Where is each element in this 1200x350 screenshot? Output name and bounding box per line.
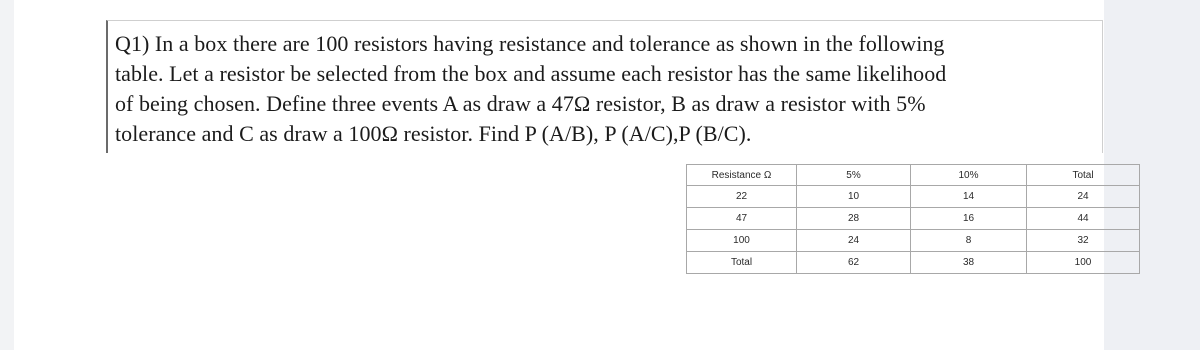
table-cell: 32 xyxy=(1027,230,1140,252)
table-cell: Total xyxy=(687,252,797,274)
resistor-table xyxy=(686,164,1140,274)
question-line: Q1) In a box there are 100 resistors having resistance and tolerance as shown in the following xyxy=(115,31,945,56)
table-cell: 10 xyxy=(797,186,911,208)
table-cell: 44 xyxy=(1027,208,1140,230)
question-line: table. Let a resistor be selected from the box and assume each resistor has the same likelihood xyxy=(115,61,947,86)
table-cell: 100 xyxy=(687,230,797,252)
table-cell: 8 xyxy=(911,230,1027,252)
table-cell: 38 xyxy=(911,252,1027,274)
table-row xyxy=(687,252,1140,274)
table-row xyxy=(687,230,1140,252)
table-cell: 100 xyxy=(1027,252,1140,274)
table-cell: 62 xyxy=(797,252,911,274)
table-cell: 47 xyxy=(687,208,797,230)
table-cell: 24 xyxy=(797,230,911,252)
header-total: Total xyxy=(1027,165,1140,186)
table-row xyxy=(687,208,1140,230)
question-text xyxy=(115,29,1100,149)
table-cell: 22 xyxy=(687,186,797,208)
question-line: of being chosen. Define three events A as draw a 47Ω resistor, B as draw a resistor with 5% xyxy=(115,91,926,116)
left-margin xyxy=(0,0,14,350)
question-line: tolerance and C as draw a 100Ω resistor. Find P (A/B), P (A/C),P (B/C). xyxy=(115,121,752,146)
header-10-percent: 10% xyxy=(911,165,1027,186)
table-row xyxy=(687,186,1140,208)
table-cell: 16 xyxy=(911,208,1027,230)
table-cell: 24 xyxy=(1027,186,1140,208)
table-cell: 28 xyxy=(797,208,911,230)
header-5-percent: 5% xyxy=(797,165,911,186)
table-header-row xyxy=(687,165,1140,186)
table-cell: 14 xyxy=(911,186,1027,208)
header-resistance: Resistance Ω xyxy=(687,165,797,186)
